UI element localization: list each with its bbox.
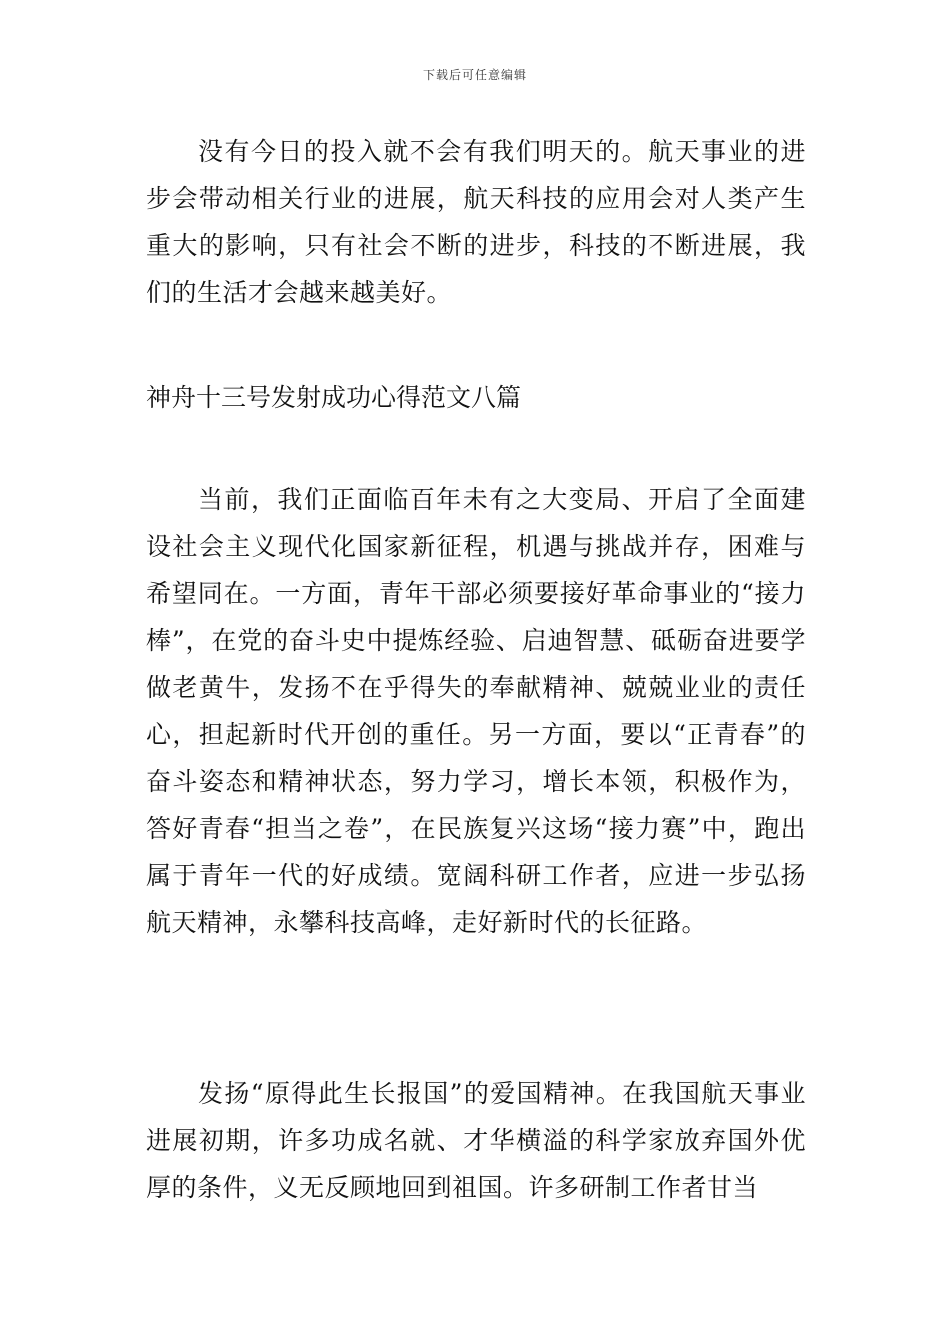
body-paragraph-2: 当前，我们正面临百年未有之大变局、开启了全面建设社会主义现代化国家新征程，机遇与挑战并存，困难与希望同在。一方面，青年干部必须要接好革命事业的“接力棒”，在党的奋斗史中提炼经验、启迪智慧、砥砺奋进要学做老黄牛，发扬不在乎得失的奉献精神、兢兢业业的责任心，担起新时代开创的重任。另一方面，要以“正青春”的奋斗姿态和精神状态，努力学习，增长本领，积极作为，答好青春“担当之卷”，在民族复兴这场“接力赛”中，跑出属于青年一代的好成绩。宽阔科研工作者，应进一步弘扬航天精神，永攀科技高峰，走好新时代的长征路。 [146, 485, 806, 937]
page-header: 下载后可任意编辑 [422, 68, 527, 82]
body-paragraph-1: 没有今日的投入就不会有我们明天的。航天事业的进步会带动相关行业的进展，航天科技的应用会对人类产生重大的影响，只有社会不断的进步，科技的不断进展，我们的生活才会越来越美好。 [146, 137, 806, 307]
section-heading: 神舟十三号发射成功心得范文八篇 [146, 383, 522, 412]
body-paragraph-3: 发扬“原得此生长报国”的爱国精神。在我国航天事业进展初期，许多功成名就、才华横溢的科学家放弃国外优厚的条件，义无反顾地回到祖国。许多研制工作者甘当 [146, 1079, 806, 1202]
